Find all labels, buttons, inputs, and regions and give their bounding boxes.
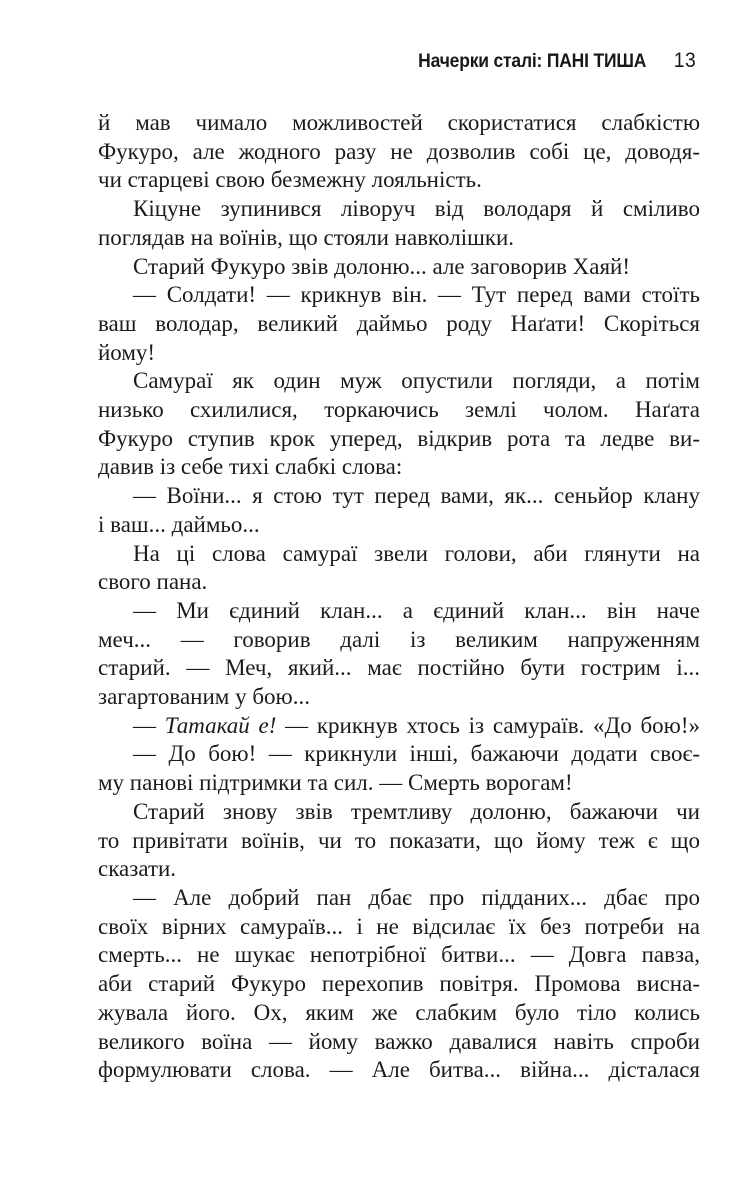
paragraph [98, 109, 700, 195]
text-segment: — Але добрий пан дбає про підданих... дбає про [133, 884, 700, 910]
text-line [98, 913, 700, 942]
text-segment: Самураї як один муж опустили погляди, а потім [133, 368, 700, 394]
paragraph [98, 740, 700, 797]
text-segment: чи старцеві свою безмежну лояльність. [98, 167, 482, 193]
paragraph [98, 597, 700, 712]
text-segment: й мав чимало можливостей скористатися слабкістю [98, 110, 700, 135]
text-line [98, 540, 700, 569]
text-segment: і ваш... даймьо... [98, 511, 260, 537]
text-line [98, 740, 700, 769]
text-line [98, 511, 700, 540]
text-segment: ваш володар, великий даймьо роду Наґати! Скоріться [98, 310, 700, 336]
paragraph [98, 367, 700, 482]
text-segment: аби старий Фукуро перехопив повітря. Промова висна- [98, 971, 700, 997]
text-segment: своїх вірних самураїв... і не відсилає їх без потреби на [98, 913, 700, 939]
text-line [98, 827, 700, 856]
paragraph [98, 281, 700, 367]
text-segment: давив із себе тихі слабкі слова: [98, 454, 403, 480]
text-segment: поглядав на воїнів, що стояли навколішки. [98, 224, 515, 250]
text-line [98, 482, 700, 511]
paragraph [98, 482, 700, 539]
text-segment: то привітати воїнів, чи то показати, що йому теж є що [98, 827, 700, 853]
text-segment: му панові підтримки та сил. — Смерть ворогам! [98, 770, 573, 796]
text-segment: йому! [98, 339, 156, 365]
text-line [98, 855, 700, 884]
text-segment: — [133, 712, 165, 738]
text-line [98, 253, 700, 282]
paragraph [98, 540, 700, 597]
text-line [98, 109, 700, 138]
text-segment: Фукуро, але жодного разу не дозволив собі це, доводя- [98, 138, 700, 164]
text-line [98, 769, 700, 798]
running-title: Начерки сталі: ПАНІ ТИША [417, 51, 646, 72]
text-line [98, 999, 700, 1028]
paragraph [98, 253, 700, 282]
paragraph [98, 884, 700, 1085]
text-segment: сказати. [98, 856, 177, 882]
text-segment: великого воїна — йому важко давалися навіть спроби [98, 1028, 700, 1054]
text-segment: старий. — Меч, який... має постійно бути гострим і... [98, 655, 700, 681]
text-segment: — крикнув хтось із самураїв. «До бою!» [276, 712, 701, 738]
text-segment: смерть... не шукає непотрібної битви... — Довга павза, [98, 942, 700, 968]
text-segment: низько схилилися, торкаючись землі чолом. Наґата [98, 397, 700, 423]
text-line [98, 712, 700, 741]
text-segment: меч... — говорив далі із великим напруженням [98, 626, 700, 652]
text-line [98, 138, 700, 167]
text-segment: — Солдати! — крикнув він. — Тут перед вами стоїть [133, 282, 700, 308]
text-line [98, 884, 700, 913]
text-line [98, 453, 700, 482]
text-line [98, 425, 700, 454]
text-line [98, 1056, 700, 1085]
text-segment: Старий Фукуро звів долоню... але заговорив Хаяй! [133, 253, 631, 279]
text-line [98, 224, 700, 253]
text-line [98, 597, 700, 626]
text-segment: — Воїни... я стою тут перед вами, як... сеньйор клану [133, 483, 700, 509]
text-line [98, 1028, 700, 1057]
text-line [98, 941, 700, 970]
text-line [98, 568, 700, 597]
text-line [98, 166, 700, 195]
text-line [98, 970, 700, 999]
text-segment: На ці слова самураї звели голови, аби глянути на [133, 540, 700, 566]
text-segment: Кіцуне зупинився ліворуч від володаря й сміливо [133, 196, 700, 222]
text-line [98, 626, 700, 655]
paragraph [98, 195, 700, 252]
text-segment: загартованим у бою... [98, 684, 310, 710]
text-segment: — Ми єдиний клан... а єдиний клан... він наче [133, 597, 700, 623]
text-line [98, 683, 700, 712]
text-segment: формулювати слова. — Але битва... війна... дісталася [98, 1057, 700, 1083]
paragraph [98, 712, 700, 741]
text-line [98, 310, 700, 339]
text-segment: Фукуро ступив крок уперед, відкрив рота та ледве ви- [98, 425, 700, 451]
text-segment: — До бою! — крикнули інші, бажаючи додати своє- [133, 741, 700, 767]
text-line [98, 281, 700, 310]
paragraph [98, 798, 700, 884]
text-line [98, 339, 700, 368]
text-segment: жувала його. Ох, яким же слабким було тіло колись [98, 999, 700, 1025]
text-line [98, 195, 700, 224]
page-text [98, 109, 700, 1085]
text-segment: Старий знову звів тремтливу долоню, бажаючи чи [133, 798, 700, 824]
page-number: 13 [673, 49, 696, 72]
text-line [98, 396, 700, 425]
text-line [98, 654, 700, 683]
page-header [418, 49, 696, 73]
text-line [98, 367, 700, 396]
italic-text: Татакай е! [164, 712, 277, 738]
text-segment: свого пана. [98, 569, 208, 595]
text-line [98, 798, 700, 827]
